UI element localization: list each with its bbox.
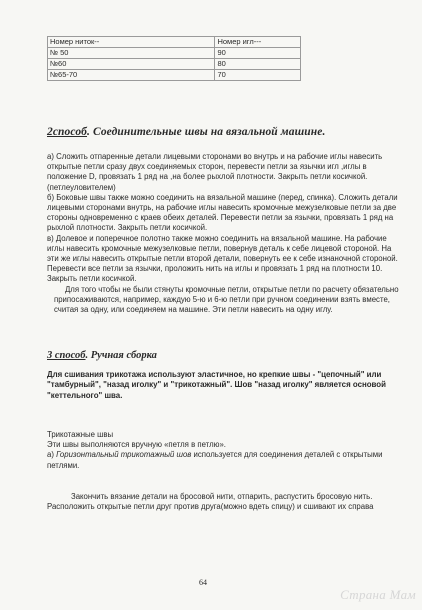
table-row <box>48 70 301 81</box>
list-item: б) Боковые швы также можно соединить на вязальной машине (перед, спинка). Сложить детали лицевыми сторонами внутрь, на рабочие иглы навесить кромочные межузелковые петли за две стороны одновременно с краев обеих деталей. Перевести петли за язычки, провязать 1 ряд на рыхлой плотности. Закрыть петли косичкой. <box>47 192 398 233</box>
section-2-title: . Соединительные швы на вязальной машине. <box>87 126 326 138</box>
knit-seams-title: Трикотажные швы <box>47 430 114 439</box>
item-rest: используется для соединения деталей с открытыми петлями. <box>47 450 383 470</box>
section-3-title: . Ручная сборка <box>85 350 157 361</box>
table-cell: № 50 <box>48 48 215 59</box>
knit-seams-block <box>47 430 399 471</box>
needle-thread-table <box>47 36 301 81</box>
table-row <box>48 48 301 59</box>
paragraph: Для того чтобы не были стянуты кромочные петли, открытые петли по расчету обязательно припосаживаются, например, каждую 5-ю и 6-ю петли при ручном соединении взять вместе, считая за одну, или соединяем на машине. Эти петли навесить на одну иглу. <box>54 284 399 315</box>
table-cell: 90 <box>215 48 301 59</box>
section-2-body <box>47 152 399 315</box>
section-2-number: 2способ <box>47 126 88 138</box>
table-header-cell: Номер ниток-- <box>48 37 215 48</box>
list-item: в) Долевое и поперечное полотно также можно соединить на вязальной машине. На рабочие иглы навесить кромочные межузелковые петли, повернув деталь к себе лицевой стороной. На эти же иглы навесить открытые петли второй детали, повернуть ее к себе изнаночной стороной. Перевести все петли за язычки, проложить нить на иглы и провязать 1 ряд на плотности 10. Закрыть петли косичкой. <box>47 233 398 284</box>
item-italic-term: Горизонтальный трикотажный шов <box>56 450 192 460</box>
item-prefix: а) <box>47 450 57 460</box>
section-3-number: 3 способ <box>47 350 86 361</box>
knit-seams-line: Эти швы выполняются вручную «петля в петлю». <box>47 440 226 450</box>
table-header-cell: Номер игл--- <box>215 37 301 48</box>
list-item: а) Сложить отпаренные детали лицевыми сторонами во внутрь и на рабочие иглы навесить открытые петли сразу двух соединяемых сторон, перевести петли за язычки игл ,иглы в положение D, провязать 1 ряд на ,на более рыхлой плотности. Закрыть петли косичкой.(петлеуловителем) <box>47 152 383 192</box>
section-3-heading <box>47 350 347 361</box>
table-cell: №60 <box>48 59 215 70</box>
table-cell: 80 <box>215 59 301 70</box>
final-paragraph: Закончить вязание детали на бросовой нити, отпарить, распустить бросовую нить. Расположить открытые петли друг против друга(можно вдеть спицу) и сшивают их справа <box>47 492 374 512</box>
watermark-logo: Страна Мам <box>340 587 416 602</box>
bold-paragraph: Для сшивания трикотажа используют эластичное, но крепкие швы - "цепочный" или "тамбурный", "назад иголку" и "трикотажный". Шов "назад иголку" является основой "кеттельного" шва. <box>47 370 386 400</box>
list-item <box>47 450 399 470</box>
section-2-heading <box>47 126 397 138</box>
table-cell: 70 <box>215 70 301 81</box>
table-header-row <box>48 37 301 48</box>
page-number: 64 <box>199 578 207 587</box>
table-cell: №65-70 <box>48 70 215 81</box>
table-row <box>48 59 301 70</box>
